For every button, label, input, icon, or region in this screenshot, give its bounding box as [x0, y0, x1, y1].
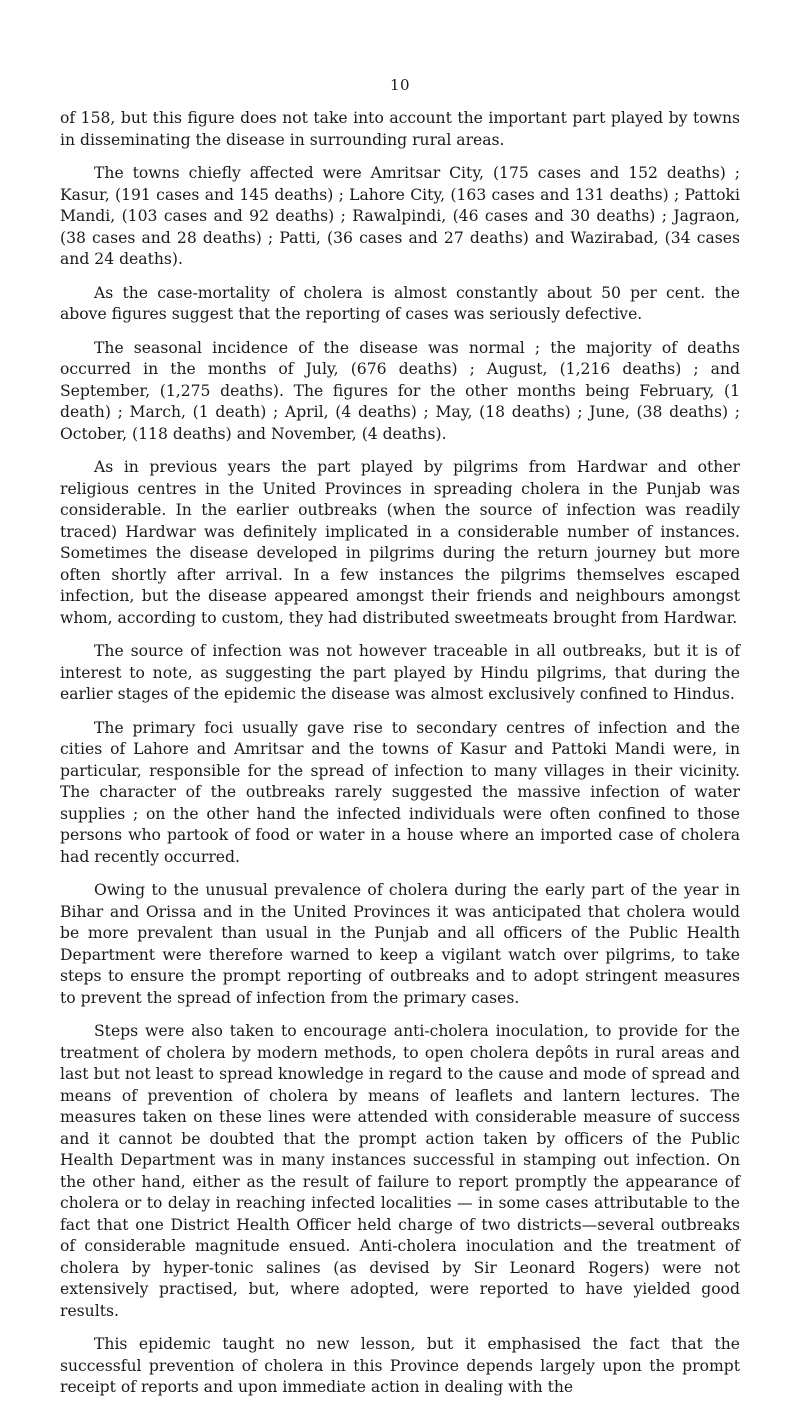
paragraph-case-mortality: As the case-mortality of cholera is almost constantly about 50 per cent. the above figures suggest that the reporting of cases was seriously defective.	[60, 283, 740, 323]
paragraph-source-of-infection: The source of infection was not however traceable in all outbreaks, but it is of interest to note, as suggesting the part played by Hindu pilgrims, that during the earlier stages of the epidemic the disease was almost exclusively confined to Hindus.	[60, 642, 740, 703]
paragraph-primary-foci: The primary foci usually gave rise to secondary centres of infection and the cities of Lahore and Amritsar and the towns of Kasur and Pattoki Mandi were, in particular, responsible for the spread of infection to many villages in their vicinity. The character of the outbreaks rarely suggested the massive infection of water supplies ; on the other hand the infected individuals were often confined to those persons who partook of food or water in a house where an imported case of cholera had recently occurred.	[60, 718, 740, 866]
paragraph-continuation: of 158, but this figure does not take into account the important part played by towns in disseminating the disease in surrounding rural areas.	[60, 109, 740, 149]
body-text	[60, 108, 740, 1411]
paragraph-preventive-steps: Steps were also taken to encourage anti-cholera inoculation, to provide for the treatment of cholera by modern methods, to open cholera depôts in rural areas and last but not least to spread knowledge in regard to the cause and mode of spread and means of prevention of cholera by means of leaflets and lantern lectures. The measures taken on these lines were attended with considerable measure of success and it cannot be doubted that the prompt action taken by officers of the Public Health Department was in many instances successful in stamping out infection. On the other hand, either as the result of failure to report promptly the appearance of cholera or to delay in reaching infected localities — in some cases attributable to the fact that one District Health Officer held charge of two districts—several outbreaks of considerable magnitude ensued. Anti-cholera inoculation and the treatment of cholera by hyper-tonic salines (as devised by Sir Leonard Rogers) were not extensively practised, but, where adopted, were reported to have yielded good results.	[60, 1022, 740, 1320]
paragraph-lesson: This epidemic taught no new lesson, but it emphasised the fact that the successful prevention of cholera in this Province depends largely upon the prompt receipt of reports and upon immediate action in dealing with the	[60, 1335, 740, 1396]
paragraph-pilgrims: As in previous years the part played by pilgrims from Hardwar and other religious centres in the United Provinces in spreading cholera in the Punjab was considerable. In the earlier outbreaks (when the source of infection was readily traced) Hardwar was definitely implicated in a considerable number of instances. Sometimes the disease developed in pilgrims during the return journey but more often shortly after arrival. In a few instances the pilgrims themselves escaped infection, but the disease appeared amongst their friends and neighbours amongst whom, according to custom, they had distributed sweetmeats brought from Hardwar.	[60, 458, 740, 627]
paragraph-prevalence-warning: Owing to the unusual prevalence of cholera during the early part of the year in Bihar and Orissa and in the United Provinces it was anticipated that cholera would be more prevalent than usual in the Punjab and all officers of the Public Health Department were therefore warned to keep a vigilant watch over pilgrims, to take steps to ensure the prompt reporting of outbreaks and to adopt stringent measures to prevent the spread of infection from the primary cases.	[60, 881, 740, 1007]
paragraph-seasonal-incidence: The seasonal incidence of the disease was normal ; the majority of deaths occurred in the months of July, (676 deaths) ; August, (1,216 deaths) ; and September, (1,275 deaths). The figures for the other months being February, (1 death) ; March, (1 death) ; April, (4 deaths) ; May, (18 deaths) ; June, (38 deaths) ; October, (118 deaths) and November, (4 deaths).	[60, 338, 740, 443]
paragraph-affected-towns: The towns chiefly affected were Amritsar City, (175 cases and 152 deaths) ; Kasur, (191 cases and 145 deaths) ; Lahore City, (163 cases and 131 deaths) ; Pattoki Mandi, (103 cases and 92 deaths) ; Rawalpindi, (46 cases and 30 deaths) ; Jagraon, (38 cases and 28 deaths) ; Patti, (36 cases and 27 deaths) and Wazirabad, (34 cases and 24 deaths).	[60, 164, 740, 268]
page-number: 10	[389, 76, 411, 94]
